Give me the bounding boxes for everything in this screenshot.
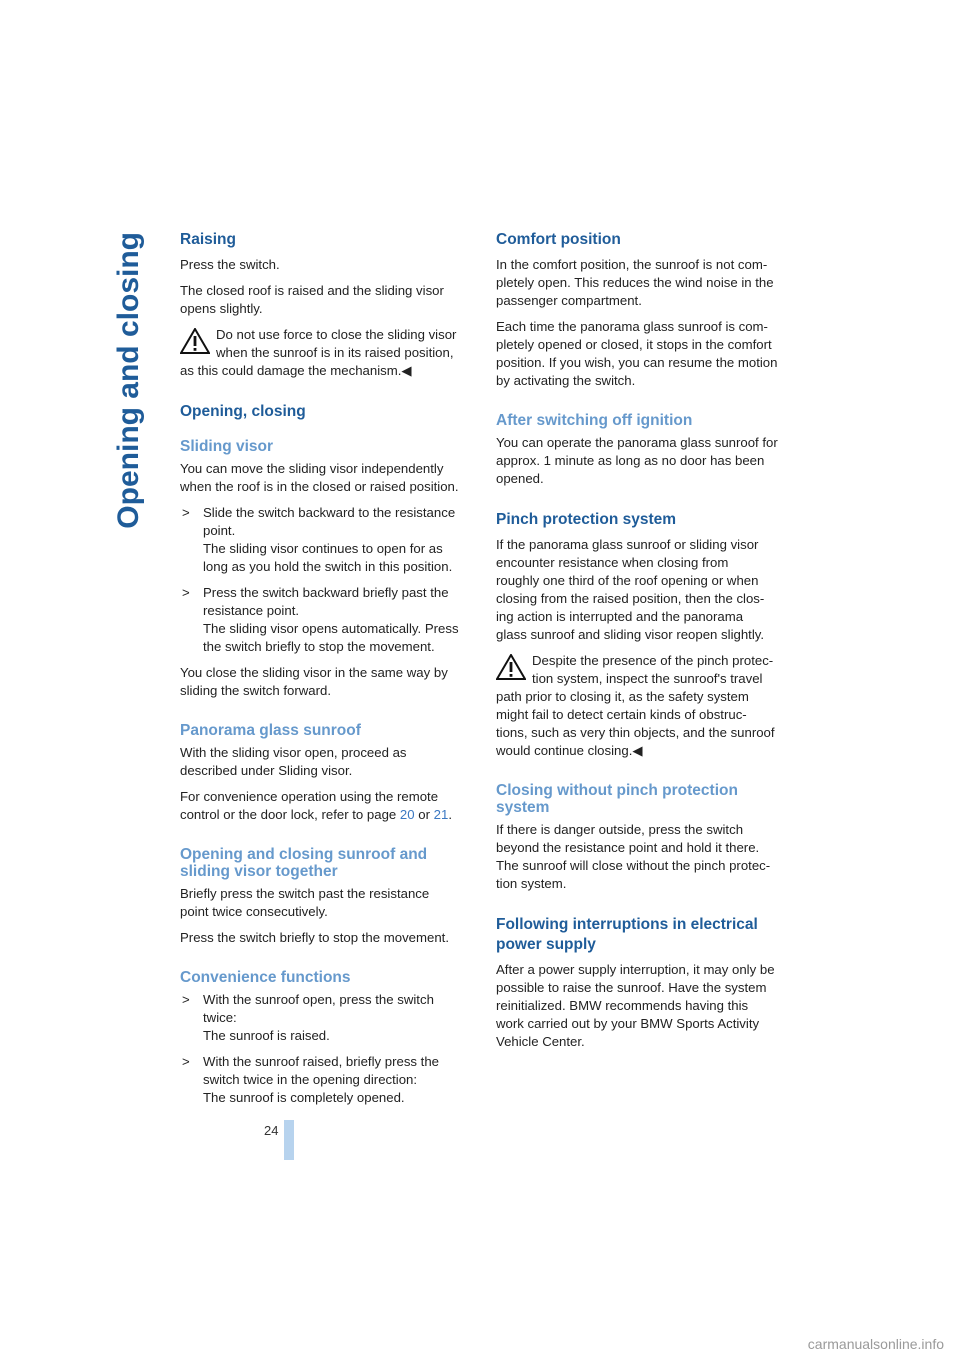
watermark: carmanualsonline.info [807, 1336, 944, 1352]
heading-after-switching-off-ignition: After switching off ignition [496, 412, 693, 429]
warning-triangle-icon [496, 654, 532, 680]
page-number-bar [284, 1120, 294, 1160]
warning-triangle-icon [180, 328, 216, 354]
heading-pinch-protection-system: Pinch protection system [496, 511, 677, 528]
heading-sliding-visor: Sliding visor [180, 438, 274, 455]
paragraph: You can operate the panorama glass sunroof for approx. 1 minute as long as no door has been opened. [496, 435, 778, 486]
chapter-side-title: Opening and closing [112, 232, 145, 529]
warning-note: Despite the presence of the pinch protec- tion system, inspect the sunroof's travel path prior to closing it, as the safety system might fail to detect certain kinds of obstruc- tions, such as very thin objects, and the sunroof would continue closing.◀ [496, 653, 775, 758]
heading-raising: Raising [180, 231, 236, 248]
paragraph: If there is danger outside, press the switch beyond the resistance point and hold it there. The sunroof will close without the pinch protec- tion system. [496, 822, 771, 891]
list-item: > With the sunroof raised, briefly press the switch twice in the opening direction: The sunroof is completely opened. [182, 1054, 440, 1105]
heading-power-supply-interruptions: Following interruptions in electrical power supply [496, 916, 758, 953]
list-item: > Slide the switch backward to the resistance point. The sliding visor continues to open for as long as you hold the switch in this position. [182, 505, 456, 574]
list-item: > With the sunroof open, press the switch twice: The sunroof is raised. [182, 992, 434, 1043]
paragraph: If the panorama glass sunroof or sliding visor encounter resistance when closing from roughly one third of the roof opening or when closing from the raised position, then the clos- ing action is interrupted and the panorama glass sunroof and sliding visor reopen slightly. [496, 537, 765, 642]
paragraph: In the comfort position, the sunroof is not com- pletely open. This reduces the wind noise in the passenger compartment. [496, 257, 774, 308]
page-link-20[interactable]: 20 [399, 807, 415, 822]
heading-opening-closing: Opening, closing [180, 403, 306, 420]
paragraph: After a power supply interruption, it may only be possible to raise the sunroof. Have the system reinitialized. BMW recommends having this work carried out by your BMW Sports Activity Vehicle Center. [496, 962, 775, 1049]
paragraph: With the sliding visor open, proceed as described under Sliding visor. [180, 745, 407, 778]
paragraph: Each time the panorama glass sunroof is com- pletely opened or closed, it stops in the comfort position. If you wish, you can resume the motion by activating the switch. [496, 319, 778, 388]
paragraph: The closed roof is raised and the sliding visor opens slightly. [180, 283, 444, 316]
right-column [496, 230, 792, 1059]
paragraph: You close the sliding visor in the same way by sliding the switch forward. [180, 665, 448, 698]
warning-note: Do not use force to close the sliding visor when the sunroof is in its raised position, as this could damage the mechanism.◀ [180, 327, 457, 378]
list-item: > Press the switch backward briefly past the resistance point. The sliding visor opens automatically. Press the switch briefly to stop the movement. [182, 585, 459, 654]
left-column [180, 230, 474, 1115]
paragraph: You can move the sliding visor independently when the roof is in the closed or raised position. [180, 461, 459, 494]
page-link-21[interactable]: 21 [433, 807, 449, 822]
heading-panorama-glass-sunroof: Panorama glass sunroof [180, 722, 361, 739]
paragraph: Briefly press the switch past the resistance point twice consecutively. [180, 886, 430, 919]
page-number: 24 [264, 1123, 279, 1138]
paragraph: Press the switch. [180, 257, 280, 272]
paragraph: For convenience operation using the remote control or the door lock, refer to page 20 or 21. [180, 789, 452, 822]
heading-comfort-position: Comfort position [496, 231, 621, 248]
heading-closing-without-pinch-protection: Closing without pinch protection system [496, 782, 738, 816]
heading-convenience-functions: Convenience functions [180, 969, 351, 986]
heading-opening-closing-together: Opening and closing sunroof and sliding visor together [180, 846, 428, 880]
paragraph: Press the switch briefly to stop the movement. [180, 930, 449, 945]
